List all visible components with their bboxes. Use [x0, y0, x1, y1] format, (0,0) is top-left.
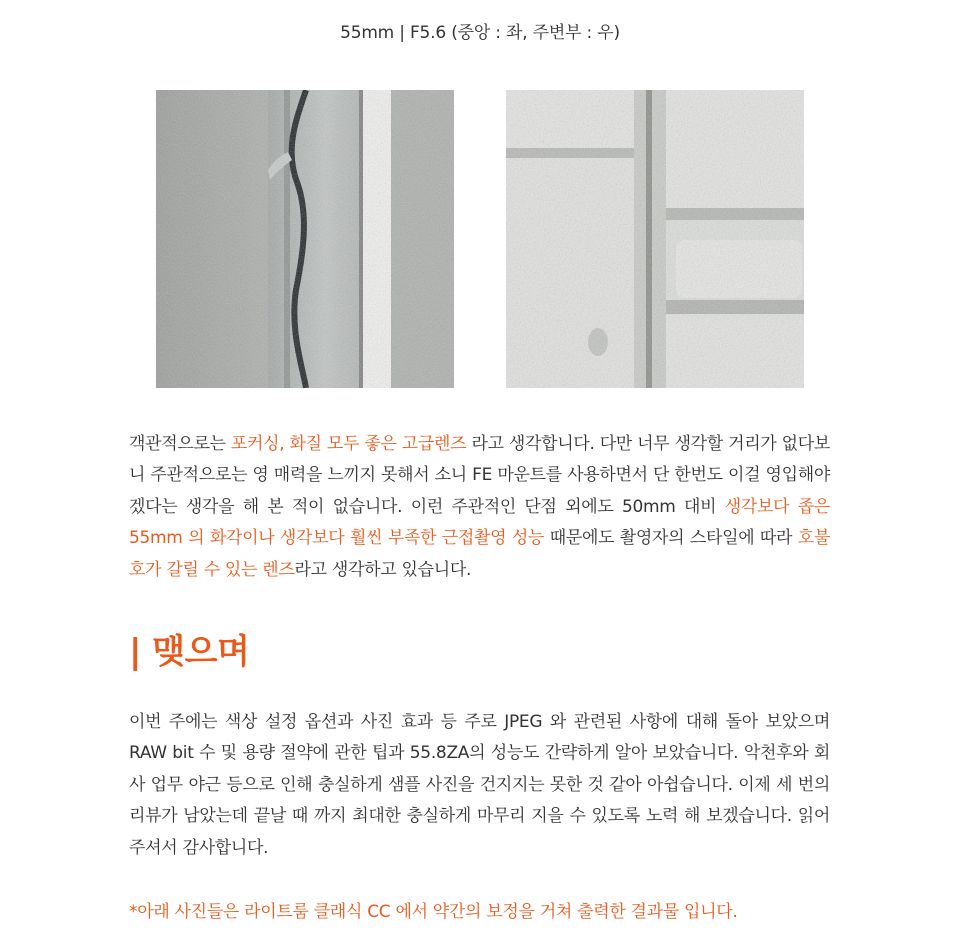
highlight-text: 생각보다 좁은 55mm 의 화각이나 생각보다 훨씬 부족한 근접촬영 성능 — [129, 496, 830, 549]
closing-paragraph: 이번 주에는 색상 설정 옵션과 사진 효과 등 주로 JPEG 와 관련된 사항에 대해 돌아 보았으며 RAW bit 수 및 용량 절약에 관한 팁과 55.8ZA의 성능도 간략하게 알아 보았습니다. 악천후와 회사 업무 야근 등으로 인해 충실하게 샘플 사진을 건지지는 못한 것 같아 아쉽습니다. 이제 세 번의 리뷰가 남았는데 끝날 때 까지 최대한 충실하게 마무리 지을 수 있도록 노력 해 보겠습니다. 읽어 주셔서 감사합니다. — [129, 712, 830, 858]
text-run: 라고 생각합니다. 다만 너무 생각할 거리가 없다보니 주관적으로는 영 매력을 느끼지 못해서 소니 FE 마운트를 사용하면서 단 한번도 이걸 영입해야 겠다는 생각을 해 본 적이 없습니다. 이런 주관적인 단점 외에도 50mm 대비 — [129, 434, 830, 517]
photo-caption: 55mm | F5.6 (중앙 : 좌, 주변부 : 우) — [340, 23, 620, 43]
text-run: 때문에도 촬영자의 스타일에 따라 — [544, 528, 798, 549]
center-crop-photo — [156, 90, 454, 388]
section-heading: | 맺으며 — [129, 632, 250, 672]
edge-crop-photo — [506, 90, 804, 388]
text-run: 라고 생각하고 있습니다. — [294, 559, 472, 580]
review-conclusion-paragraph — [129, 429, 830, 586]
footnote-text: *아래 사진들은 라이트룸 클래식 CC 에서 약간의 보정을 거쳐 출력한 결과물 입니다. — [129, 902, 738, 922]
text-run: 객관적으로는 — [129, 434, 231, 454]
highlight-text: 호불호가 갈릴 수 있는 렌즈 — [129, 528, 831, 580]
highlight-text: 포커싱, 화질 모두 좋은 고급렌즈 — [230, 434, 467, 454]
